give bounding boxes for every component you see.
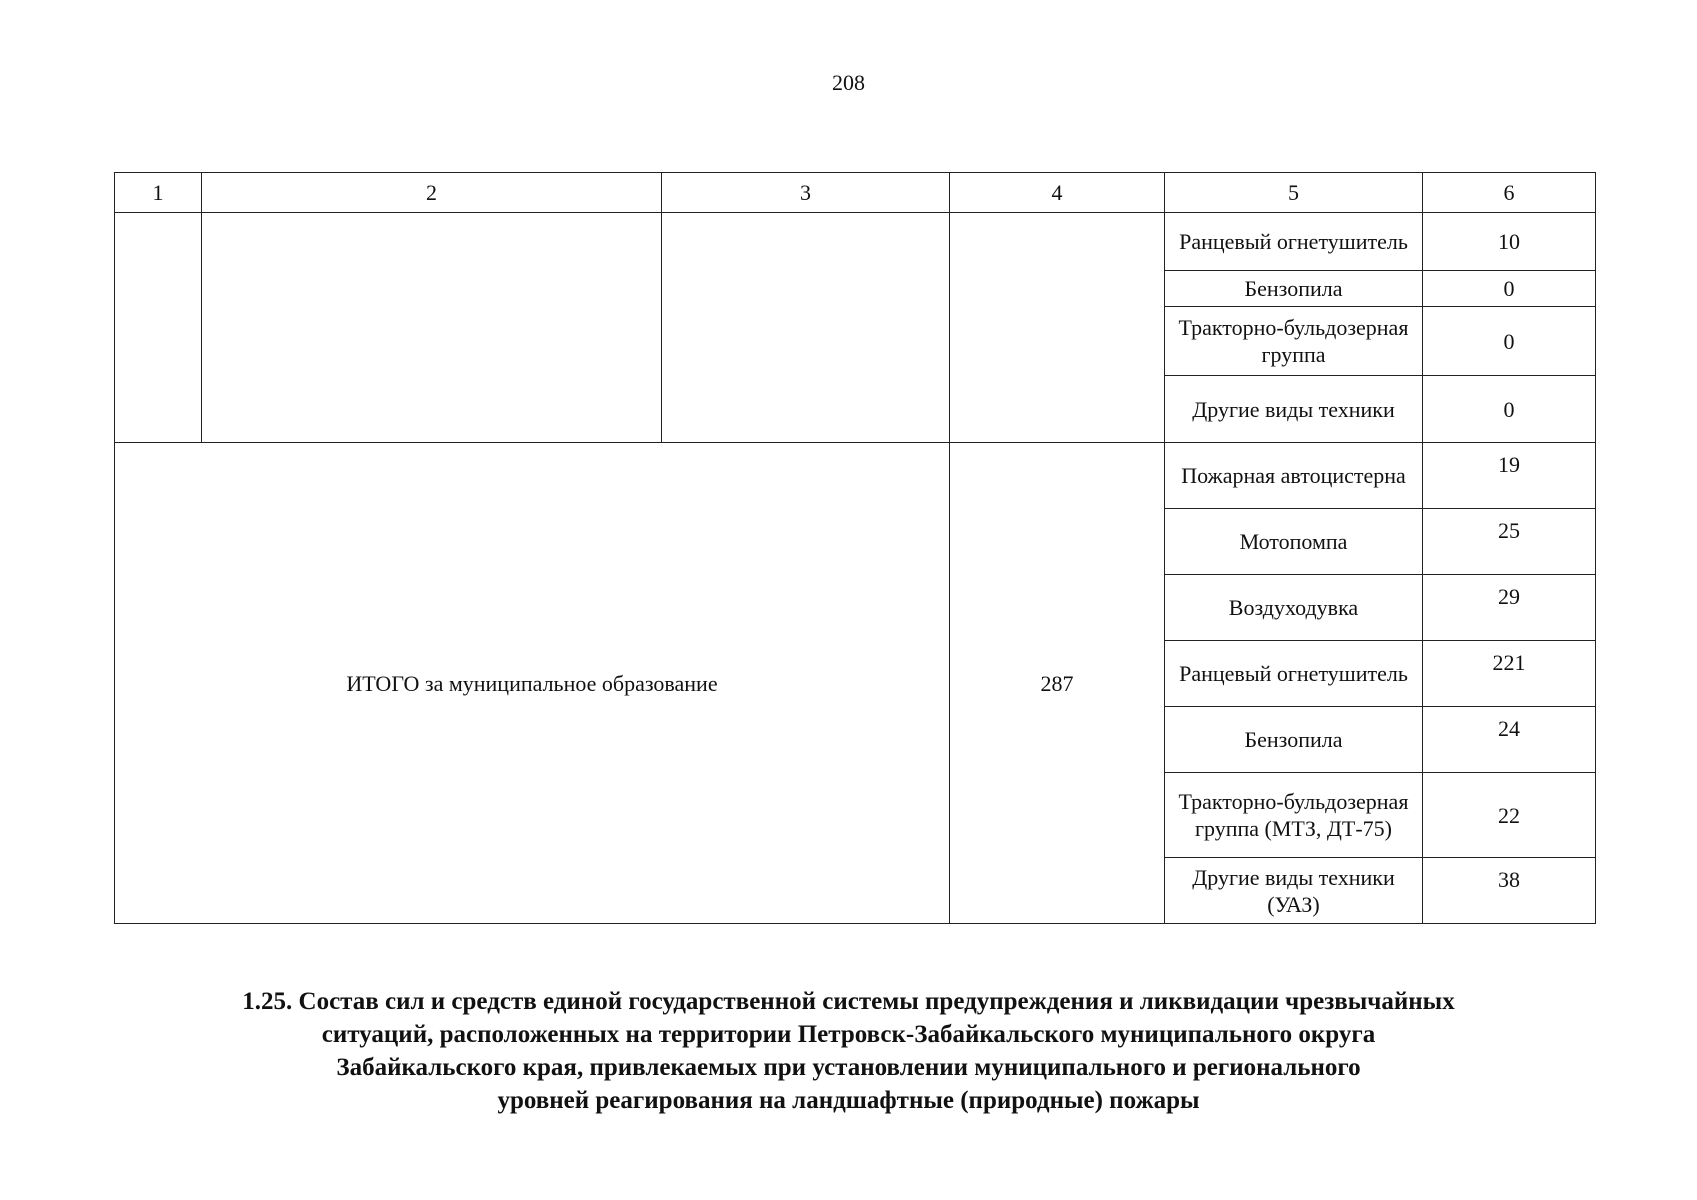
equipment-count-cell: 221	[1423, 641, 1596, 707]
empty-cell	[950, 213, 1165, 443]
column-number-row	[115, 173, 1596, 213]
empty-cell	[115, 213, 202, 443]
total-label-cell: ИТОГО за муниципальное образование	[115, 443, 950, 924]
equipment-name-cell: Ранцевый огнетушитель	[1165, 641, 1423, 707]
section-heading	[0, 985, 1697, 1117]
column-number: 3	[662, 173, 950, 213]
equipment-count-cell: 25	[1423, 509, 1596, 575]
equipment-name-cell: Воздуходувка	[1165, 575, 1423, 641]
equipment-count-cell: 0	[1423, 376, 1596, 443]
equipment-name-cell: Другие виды техники (УАЗ)	[1165, 858, 1423, 924]
equipment-name-cell: Ранцевый огнетушитель	[1165, 213, 1423, 271]
column-number: 5	[1165, 173, 1423, 213]
equipment-name-cell: Тракторно-бульдозерная группа (МТЗ, ДТ-75)	[1165, 773, 1423, 858]
equipment-count-cell: 38	[1423, 858, 1596, 924]
page-number: 208	[832, 70, 865, 95]
column-number: 1	[115, 173, 202, 213]
equipment-count-cell: 0	[1423, 271, 1596, 307]
equipment-name-cell: Мотопомпа	[1165, 509, 1423, 575]
equipment-table	[114, 172, 1596, 924]
empty-cell	[662, 213, 950, 443]
equipment-count-cell: 0	[1423, 307, 1596, 376]
equipment-name-cell: Тракторно-бульдозерная группа	[1165, 307, 1423, 376]
equipment-name-cell: Бензопила	[1165, 707, 1423, 773]
equipment-count-cell: 22	[1423, 773, 1596, 858]
equipment-count-cell: 19	[1423, 443, 1596, 509]
equipment-count-cell: 24	[1423, 707, 1596, 773]
equipment-name-cell: Другие виды техники	[1165, 376, 1423, 443]
equipment-name-cell: Пожарная автоцистерна	[1165, 443, 1423, 509]
table-row	[115, 213, 1596, 271]
equipment-count-cell: 10	[1423, 213, 1596, 271]
total-count-cell: 287	[950, 443, 1165, 924]
section-heading-line: уровней реагирования на ландшафтные (природные) пожары	[497, 1087, 1200, 1114]
column-number: 6	[1423, 173, 1596, 213]
section-heading-line: Забайкальского края, привлекаемых при установлении муниципального и регионального	[336, 1054, 1361, 1081]
equipment-count-cell: 29	[1423, 575, 1596, 641]
section-heading-line: ситуаций, расположенных на территории Петровск-Забайкальского муниципального округа	[321, 1021, 1376, 1048]
empty-cell	[202, 213, 662, 443]
section-heading-line: 1.25. Состав сил и средств единой государственной системы предупреждения и ликвидации чрезвычайных	[242, 988, 1455, 1015]
column-number: 2	[202, 173, 662, 213]
equipment-name-cell: Бензопила	[1165, 271, 1423, 307]
table-row	[115, 443, 1596, 509]
column-number: 4	[950, 173, 1165, 213]
